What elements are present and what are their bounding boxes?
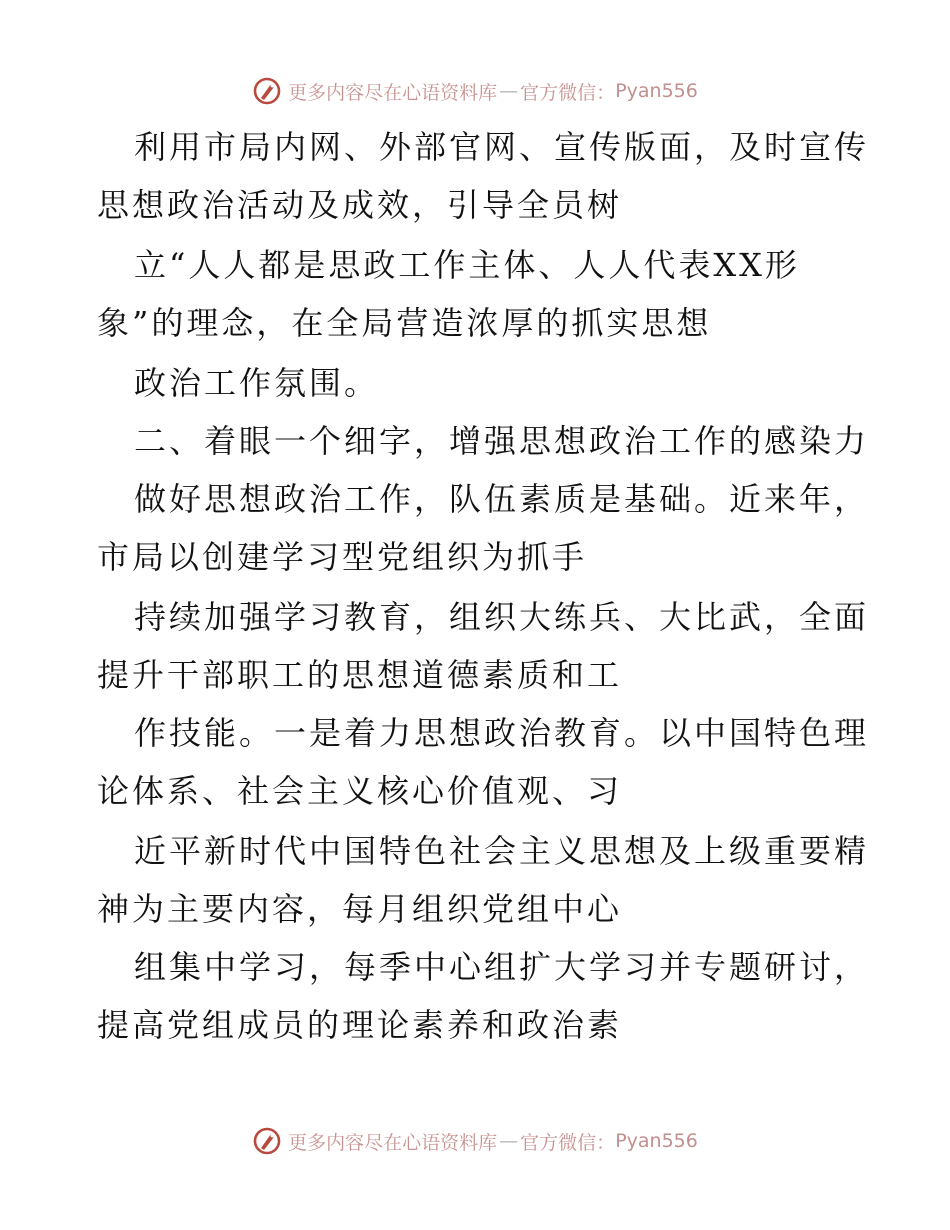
header-watermark	[0, 71, 950, 111]
text-line-6: 二、着眼一个细字，增强思想政治工作的感染力	[134, 422, 870, 460]
watermark-label: 官方微信：	[520, 1131, 616, 1154]
watermark-account: Pyan556	[615, 80, 698, 102]
text-line-14: 神为主要内容，每月组织党组中心	[97, 890, 623, 928]
text-line-16: 提高党组成员的理论素养和政治素	[97, 1006, 623, 1044]
watermark-brand-text: 更多内容尽在心语资料库	[288, 1131, 498, 1154]
watermark-account: Pyan556	[615, 1130, 698, 1152]
text-line-2: 思想政治活动及成效，引导全员树	[97, 186, 623, 224]
watermark-label: 官方微信：	[520, 81, 616, 104]
text-line-7: 做好思想政治工作，队伍素质是基础。近来年，	[134, 480, 870, 518]
watermark-separator: —	[499, 1130, 519, 1152]
footer-watermark	[0, 1121, 950, 1161]
text-line-15: 组集中学习，每季中心组扩大学习并专题研讨，	[134, 948, 870, 986]
text-line-4: 象”的理念，在全局营造浓厚的抓实思想	[97, 304, 712, 342]
text-line-13: 近平新时代中国特色社会主义思想及上级重要精	[134, 832, 870, 870]
text-line-1: 利用市局内网、外部官网、宣传版面，及时宣传	[134, 128, 870, 166]
text-line-5: 政治工作氛围。	[134, 364, 380, 402]
watermark-separator: —	[499, 80, 519, 102]
text-line-3: 立“人人都是思政工作主体、人人代表XX形	[134, 246, 800, 284]
pen-nib-circle-icon	[252, 1126, 282, 1156]
watermark-brand-text: 更多内容尽在心语资料库	[288, 81, 498, 104]
text-line-9: 持续加强学习教育，组织大练兵、大比武，全面	[134, 598, 870, 636]
text-line-11: 作技能。一是着力思想政治教育。以中国特色理	[134, 714, 870, 752]
text-line-8: 市局以创建学习型党组织为抓手	[97, 538, 588, 576]
text-line-12: 论体系、社会主义核心价值观、习	[97, 772, 623, 810]
text-line-10: 提升干部职工的思想道德素质和工	[97, 656, 623, 694]
pen-nib-circle-icon	[252, 76, 282, 106]
